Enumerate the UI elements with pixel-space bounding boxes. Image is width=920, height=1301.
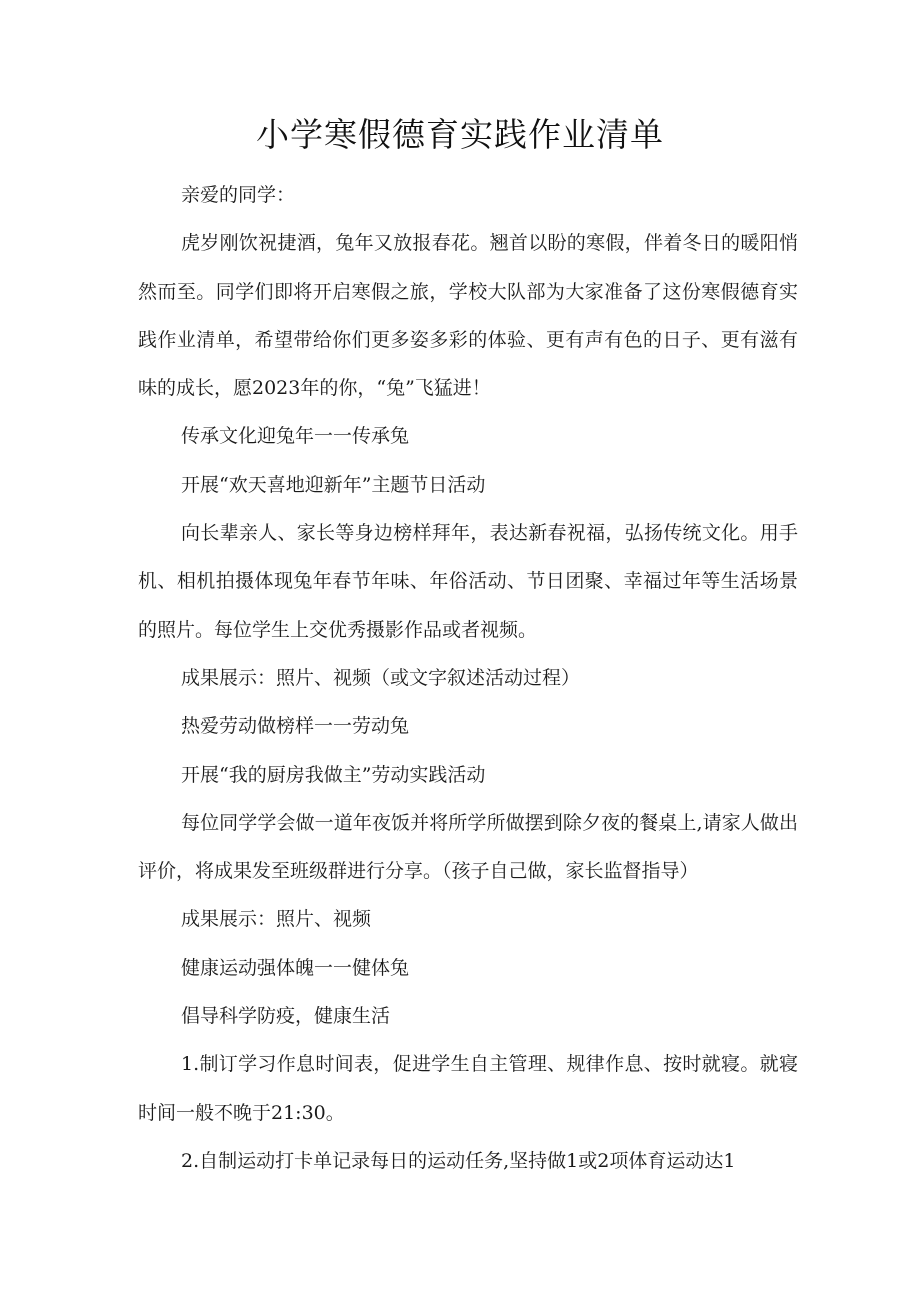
- activity-description-kitchen: 每位同学学会做一道年夜饭并将所学所做摆到除夕夜的餐桌上,请家人做出评价，将成果发至班级群进行分享。（孩子自己做，家长监督指导）: [138, 811, 798, 883]
- activity-title-new-year: 开展“欢天喜地迎新年”主题节日活动: [181, 473, 486, 496]
- intro-paragraph: 虎岁刚饮祝捷酒，兔年又放报春花。翘首以盼的寒假，伴着冬日的暖阳悄然而至。同学们即将开启寒假之旅，学校大队部为大家准备了这份寒假德育实践作业清单，希望带给你们更多姿多彩的体验、更有声有色的日子、更有滋有味的成长，愿2023年的你，“兔”飞猛进！: [138, 232, 798, 400]
- health-item-1: 1.制订学习作息时间表，促进学生自主管理、规律作息、按时就寝。就寝时间一般不晚于21:30。: [138, 1053, 798, 1124]
- result-display-culture: 成果展示：照片、视频（或文字叙述活动过程）: [181, 666, 581, 689]
- section-heading-culture: 传承文化迎兔年一一传承兔: [181, 425, 410, 448]
- activity-description-new-year: 向长辈亲人、家长等身边榜样拜年，表达新春祝福，弘扬传统文化。用手机、相机拍摄体现兔年春节年味、年俗活动、节日团聚、幸福过年等生活场景的照片。每位学生上交优秀摄影作品或者视频。: [138, 522, 798, 641]
- activity-title-kitchen: 开展“我的厨房我做主”劳动实践活动: [181, 763, 486, 786]
- document-body: [138, 171, 798, 1185]
- health-item-2: 2.自制运动打卡单记录每日的运动任务,坚持做1或2项体育运动达1: [181, 1149, 736, 1172]
- activity-title-health: 倡导科学防疫，健康生活: [181, 1005, 391, 1028]
- document-title: 小学寒假德育实践作业清单: [256, 115, 664, 154]
- result-display-labor: 成果展示：照片、视频: [181, 908, 372, 931]
- greeting-paragraph: 亲爱的同学：: [181, 184, 296, 206]
- section-heading-health: 健康运动强体魄一一健体兔: [181, 956, 410, 979]
- section-heading-labor: 热爱劳动做榜样一一劳动兔: [181, 715, 410, 738]
